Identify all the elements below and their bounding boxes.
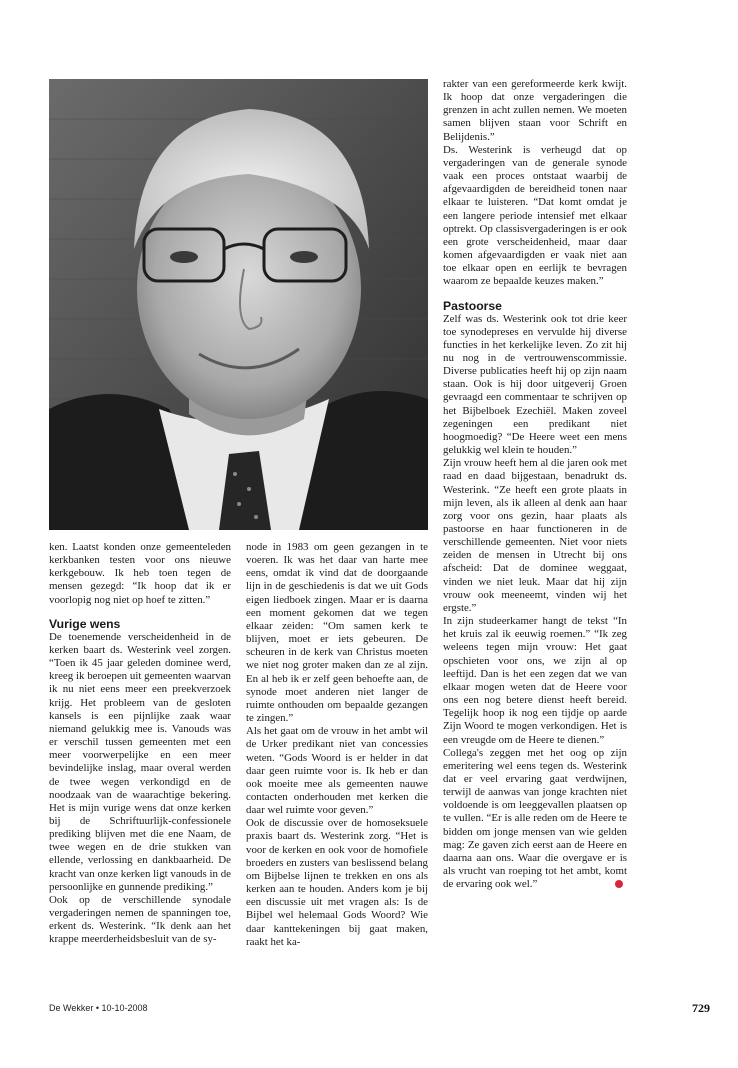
paragraph: Ook de discussie over de homoseksuele praxis baart ds. Westerink zorg. “Het is voor de kerken en ook voor de homofiele broeders en zusters van beslissend belang om Bijbelse lijnen te trekken en ons als kerken aan te houden. Anders kom je bij een discussie uit met vragen als: Is de Bijbel wel helemaal Gods Woord? Wie daar kanttekeningen bij gaat maken, raakt het ka- [246,817,428,948]
paragraph: ken. Laatst konden onze gemeenteleden kerkbanken testen voor ons nieuwe kerkgebouw. Ik heb toen tegen de mensen gezegd: “Ik hoop dat ik er voorlopig nog niet op hoef te zitten.” [49,541,231,606]
article-column-3 [443,78,627,891]
paragraph: Ds. Westerink is verheugd dat op vergaderingen van de generale synode vaak een proces ontstaat waarbij de afgevaardigden de bereidheid tonen naar elkaar te luisteren. “Dat komt omdat je een langere periode intensief met elkaar optrekt. Op classisvergaderingen is er ook een grote verscheidenheid, maar daar komen afgevaardigden er vaak niet aan toe elkaar open en eerlijk te bevragen waarom ze bepaalde keuzes maken.” [443,143,627,288]
footer-publication: De Wekker • 10-10-2008 [49,1003,148,1013]
paragraph: De toenemende verscheidenheid in de kerken baart ds. Westerink veel zorgen. “Toen ik 45 jaar geleden dominee werd, kreeg ik beroepen uit gemeenten waarvan ik nu niet eens meer een preekverzoek krijg. Het probleem van de gesloten kansels is een pijnlijke zaak waar niemand gelukkig mee is. Vanouds was er verschil tussen gemeenten met een meer voorwerpelijke en een meer bevindelijke inslag, maar overal werden de twee wegen verkondigd en de noodzaak van de waarachtige bekering. Het is mijn vurige wens dat onze kerken bij de Schriftuurlijk-confessionele prediking blijven met die ene Naam, de twee wegen en de drie stukken van ellende, verlossing en dankbaarheid. De kracht van onze kerken ligt vanouds in de persoonlijke en gunnende prediking.” [49,630,231,893]
subhead-pastoorse: Pastoorse [443,298,502,313]
paragraph: Ook op de verschillende synodale vergaderingen nemen de spanningen toe, erkent ds. Westerink. “Ik denk aan het krappe meerderheidsbesluit van de sy- [49,893,231,946]
article-column-2 [246,541,428,949]
portrait-illustration [49,79,428,530]
end-of-article-dot-icon [615,880,623,888]
paragraph: Zelf was ds. Westerink ook tot drie keer toe synodepreses en vervulde hij diverse functies in het kerkelijke leven. Zo zit hij nu nog in de vertrouwenscommissie. Diverse publicaties heeft hij op zijn naam staan. Ook is hij door uitgeverij Groen gevraagd een commentaar te schrijven op het Bijbelboek Ezechiël. Maken zoveel zegeningen een predikant niet hoogmoedig? “De Heere weet een mens gelukkig wel klein te houden.” [443,312,627,457]
paragraph: node in 1983 om geen gezangen in te voeren. Ik was het daar van harte mee eens, omdat ik vind dat de doorgaande lijn in de geschiedenis is dat we uit Gods eigen liedboek zingen. Maar er is daarna een moment gekomen dat we tegen elkaar zeiden: “Om samen kerk te blijven, moet er iets gebeuren. De scheuren in de kerk van Christus moeten we niet nog groter maken dan ze al zijn. En al heb ik er zelf geen behoefte aan, de synode moet anderen niet langer de ruimte onthouden om bepaalde gezangen te zingen.” [246,541,428,725]
paragraph: rakter van een gereformeerde kerk kwijt. Ik hoop dat onze vergaderingen die grenzen in acht zullen nemen. We moeten samen blijven staan voor Schrift en Belijdenis.” [443,78,627,143]
paragraph: Als het gaat om de vrouw in het ambt wil de Urker predikant niet van concessies weten. “Gods Woord is er helder in dat daar geen ruimte voor is. Ik heb er dan ook moeite mee als gemeenten nauwe contacten onderhouden met kerken die daar wel ruimte voor geven.” [246,725,428,817]
paragraph: Zijn vrouw heeft hem al die jaren ook met raad en daad bijgestaan, benadrukt ds. Westerink. “Ze heeft een grote plaats in mijn leven, als ik alleen al denk aan haar zorg voor ons gezin, haar plaats als pastoorse en haar functioneren in de verschillende gemeenten. Niet voor niets zeiden de mensen in Utrecht bij ons afscheid: Dat de dominee weggaat, vinden we niet leuk. Maar dat hij zijn vrouw ook meeneemt, vinden wij het ergste.” [443,457,627,614]
page-number: 729 [692,1001,710,1015]
article-column-1 [49,541,231,947]
paragraph-text: Collega's zeggen met het oog op zijn emeritering wel eens tegen ds. Westerink dat er veel ervaring gaat verdwijnen, terwijl de aanwas van jonge krachten niet voldoende is om leeggevallen plaatsen op te vullen. “Er is alle reden om de Heere te bidden om jonge mensen van wie gelden mag: Ze gaven zich eerst aan de Heere en daarna aan ons. Waar die overgave er is als vrucht van roeping tot het ambt, komt de ervaring ook wel.” [443,746,627,891]
portrait-photo [49,79,428,530]
paragraph-last [443,747,627,892]
paragraph: In zijn studeerkamer hangt de tekst “In het kruis zal ik eeuwig roemen.” “Ik zeg weleens tegen mijn vrouw: Het gaat opschieten voor ons, we zijn al op leeftijd. Dan is het een zegen dat we van elkaar mogen weten dat de Heere voor ons een nog betere dienst heeft bereid. Tegelijk hoop ik nog een tijdje op aarde Zijn Woord te mogen verkondigen. Het is een vreugde om de Heere te dienen.” [443,615,627,746]
subhead-vurige-wens: Vurige wens [49,616,121,631]
